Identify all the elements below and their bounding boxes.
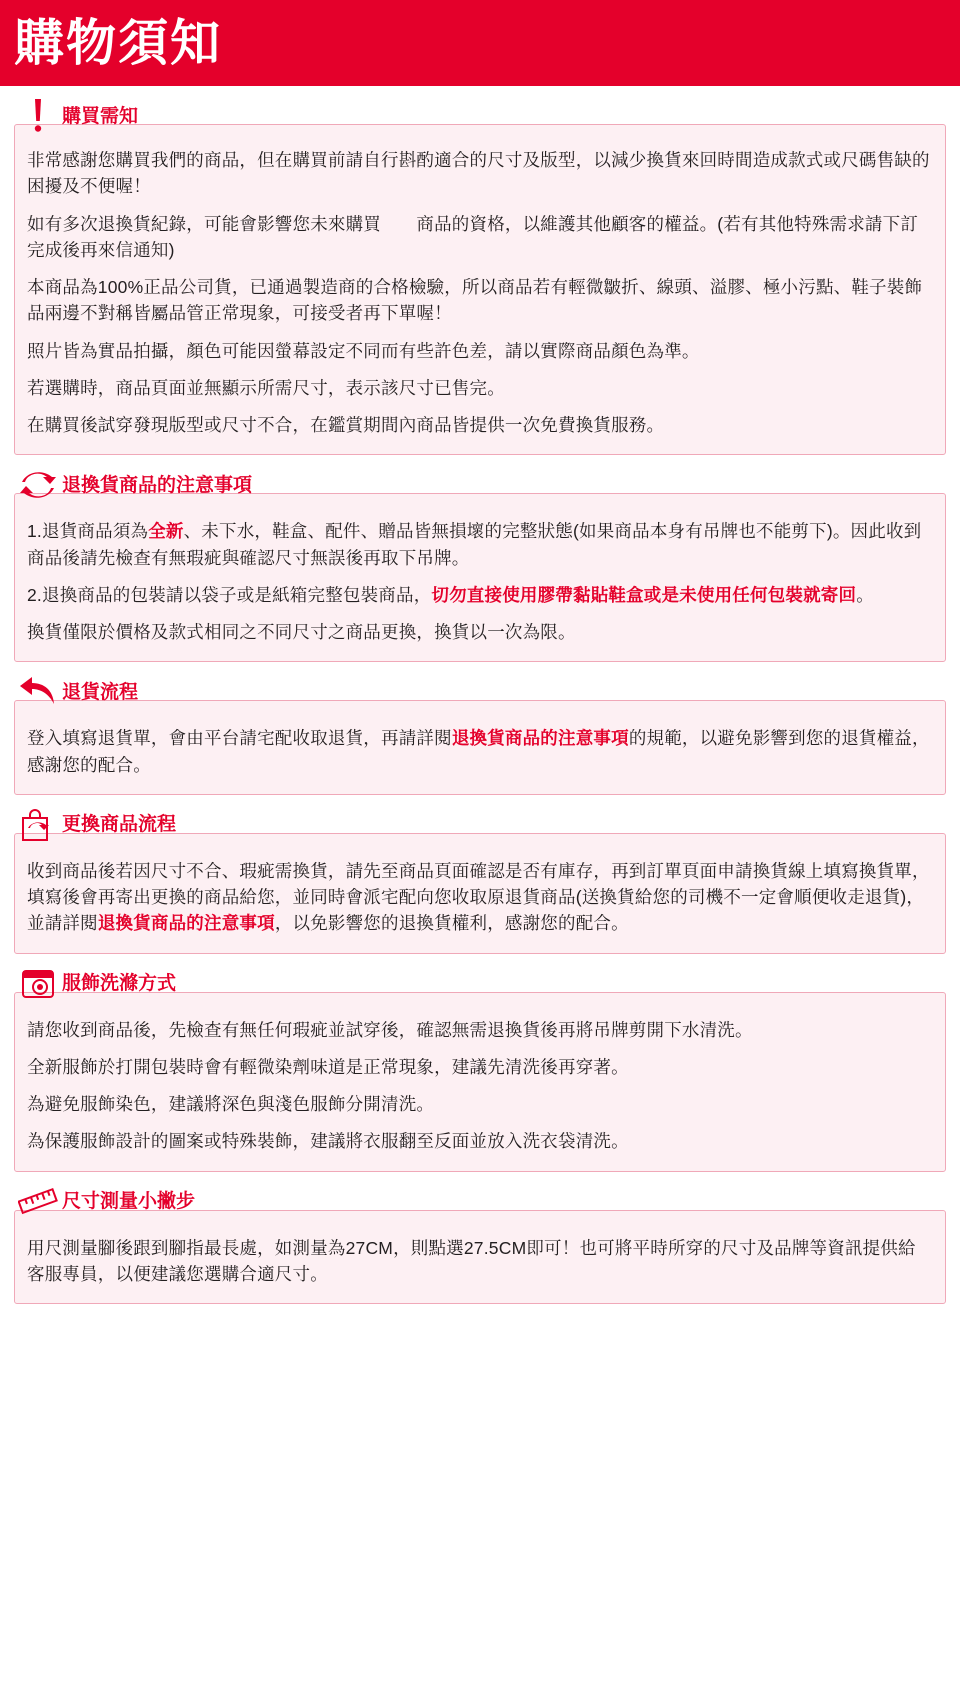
emphasis-text: 全新: [148, 521, 184, 542]
section-exchange-process: [14, 795, 946, 954]
section-body-purchase-notice: [14, 124, 946, 455]
washing-machine-icon: [18, 966, 58, 1002]
ruler-icon: [18, 1184, 58, 1220]
paragraph: [27, 1128, 933, 1154]
body-text: 的規範，以避免影響到您的退貨權益，感謝您的配合。: [27, 728, 930, 775]
paragraph: [27, 375, 933, 401]
section-washing-instructions: [14, 954, 946, 1172]
body-text: 1.退貨商品須為: [27, 521, 149, 542]
sections-container: [0, 86, 960, 1304]
emphasis-text: 退換貨商品的注意事項: [97, 913, 275, 934]
section-header-exchange-process: [14, 795, 946, 847]
body-text: 照片皆為實品拍攝，顏色可能因螢幕設定不同而有些許色差，請以實際商品顏色為準。: [27, 340, 700, 361]
section-title: 退貨流程: [62, 681, 139, 703]
emphasis-text: 退換貨商品的注意事項: [451, 728, 629, 749]
shopping-bag-exchange-icon: [18, 807, 58, 843]
section-size-measure-tips: [14, 1172, 946, 1305]
paragraph: [27, 619, 933, 645]
body-text: 若選購時，商品頁面並無顯示所需尺寸，表示該尺寸已售完。: [27, 377, 505, 398]
page-title: 購物須知: [14, 15, 222, 71]
page-banner: [0, 0, 960, 86]
section-body-washing-instructions: [14, 992, 946, 1172]
body-text: 非常感謝您購買我們的商品，但在購買前請自行斟酌適合的尺寸及版型，以減少換貨來回時間造成款式或尺碼售缺的困擾及不便喔！: [27, 150, 930, 197]
section-header-return-process: [14, 662, 946, 714]
body-text: 2.退換商品的包裝請以袋子或是紙箱完整包裝商品，: [27, 584, 432, 605]
paragraph: [27, 274, 933, 327]
section-header-return-exchange-notes: [14, 455, 946, 507]
paragraph: [27, 582, 933, 608]
section-return-process: [14, 662, 946, 795]
paragraph: [27, 858, 933, 937]
paragraph: [27, 725, 933, 778]
body-text: 換貨僅限於價格及款式相同之不同尺寸之商品更換，換貨以一次為限。: [27, 622, 576, 642]
section-title: 服飾洗滌方式: [62, 973, 177, 994]
section-title: 購買需知: [62, 105, 139, 127]
body-text: 為保護服飾設計的圖案或特殊裝飾，建議將衣服翻至反面並放入洗衣袋清洗。: [27, 1131, 629, 1152]
section-body-size-measure-tips: [14, 1210, 946, 1305]
paragraph: [27, 1017, 933, 1043]
paragraph: [27, 412, 933, 438]
body-text: 在購買後試穿發現版型或尺寸不合，在鑑賞期間內商品皆提供一次免費換貨服務。: [27, 415, 665, 435]
body-text: 登入填寫退貨單，會由平台請宅配收取退貨，再請詳閱: [27, 728, 452, 749]
body-text: 本商品為100%正品公司貨，已通過製造商的合格檢驗，所以商品若有輕微皺折、線頭、溢膠、極小污點、鞋子裝飾品兩邊不對稱皆屬品管正常現象，可接受者再下單喔！: [27, 277, 923, 324]
paragraph: [27, 211, 933, 264]
section-header-size-measure-tips: [14, 1172, 946, 1224]
body-text: [381, 214, 416, 234]
section-title: 尺寸測量小撇步: [62, 1191, 196, 1212]
paragraph: [27, 338, 933, 364]
section-body-exchange-process: [14, 833, 946, 954]
body-text: ，以免影響您的退換貨權利，感謝您的配合。: [274, 913, 629, 934]
body-text: 收到商品後若因尺寸不合、瑕疵需換貨，請先至商品頁面確認是否有庫存，再到訂單頁面申請換貨線上填寫換貨單，填寫後會再寄出更換的商品給您，並同時會派宅配向您收取原退貨商品(送換貨給您的司機不一定會順便收走退貨)，並請詳閱: [27, 860, 930, 934]
emphasis-text: 切勿直接使用膠帶黏貼鞋盒或是未使用任何包裝就寄回: [431, 584, 857, 605]
paragraph: [27, 1054, 933, 1080]
body-text: 如有多次退換貨紀錄，可能會影響您未來購買: [27, 213, 381, 234]
paragraph: [27, 1235, 933, 1288]
body-text: 為避免服飾染色，建議將深色與淺色服飾分開清洗。: [27, 1094, 435, 1114]
body-text: 、未下水，鞋盒、配件、贈品皆無損壞的完整狀態(如果商品本身有吊牌也不能剪下)。因此收到商品後請先檢查有無瑕疵與確認尺寸無誤後再取下吊牌。: [27, 521, 922, 568]
section-body-return-process: [14, 700, 946, 795]
section-return-exchange-notes: [14, 455, 946, 662]
section-purchase-notice: [14, 86, 946, 455]
section-header-washing-instructions: [14, 954, 946, 1006]
back-arrow-icon: [18, 674, 58, 710]
body-text: 全新服飾於打開包裝時會有輕微染劑味道是正常現象，建議先清洗後再穿著。: [27, 1056, 629, 1077]
body-text: 商品的資格，以維護其他顧客的權益。(若有其他特殊需求請下訂完成後再來信通知): [27, 213, 919, 260]
body-text: 請您收到商品後，先檢查有無任何瑕疵並試穿後，確認無需退換貨後再將吊牌剪開下水清洗。: [27, 1019, 753, 1040]
exclamation-icon: [18, 98, 58, 134]
paragraph: [27, 147, 933, 200]
section-title: 更換商品流程: [62, 814, 177, 836]
refresh-arrows-icon: [18, 467, 58, 503]
paragraph: [27, 1091, 933, 1117]
section-body-return-exchange-notes: [14, 493, 946, 662]
body-text: 。: [856, 584, 874, 605]
paragraph: [27, 518, 933, 571]
body-text: 用尺測量腳後跟到腳指最長處，如測量為27CM，則點選27.5CM即可！也可將平時所穿的尺寸及品牌等資訊提供給客服專員，以便建議您選購合適尺寸。: [27, 1237, 916, 1284]
section-title: 退換貨商品的注意事項: [62, 474, 253, 496]
section-header-purchase-notice: [14, 86, 946, 138]
